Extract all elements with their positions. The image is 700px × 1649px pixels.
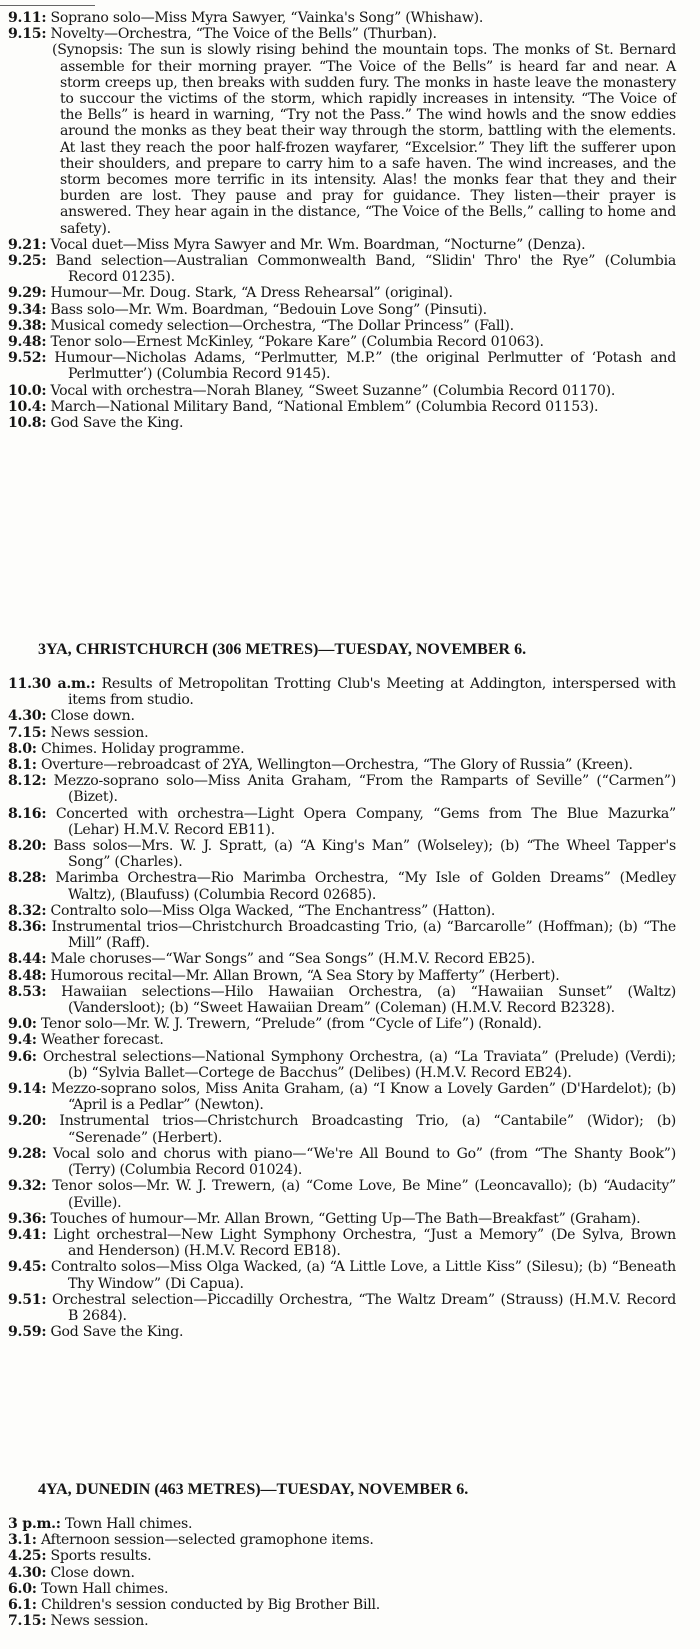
entry-time: 9.41: <box>8 1226 47 1243</box>
programme-entry <box>8 725 676 741</box>
entry-time: 9.14: <box>8 1081 47 1098</box>
section-heading: 3YA, CHRISTCHURCH (306 METRES)—TUESDAY, NOVEMBER 6. <box>38 641 527 658</box>
entry-text: Marimba Orchestra—Rio Marimba Orchestra, “My Isle of Golden Dreams” (Medley Waltz), (Blaufuss) (Columbia Record 02685). <box>55 870 676 903</box>
programme-entry <box>8 676 676 708</box>
entry-time: 8.0: <box>8 740 37 757</box>
entry-time: 9.59: <box>8 1324 47 1341</box>
dunedin-programme <box>8 1480 676 1629</box>
entry-text: Novelty—Orchestra, “The Voice of the Bells” (Thurban). <box>50 26 437 43</box>
entry-time: 8.53: <box>8 983 47 1000</box>
programme-entry <box>8 285 676 301</box>
entry-text: Children's session conducted by Big Brother Bill. <box>40 1597 380 1614</box>
entry-text: March—National Military Band, “National Emblem” (Columbia Record 01153). <box>50 398 599 415</box>
programme-entry <box>8 968 676 984</box>
programme-entry <box>8 903 676 919</box>
programme-entry <box>8 318 676 334</box>
entry-time: 4.30: <box>8 1564 47 1581</box>
programme-entry <box>8 1146 676 1178</box>
entry-text: Musical comedy selection—Orchestra, “The Dollar Princess” (Fall). <box>50 317 514 334</box>
entry-time: 9.20: <box>8 1113 47 1130</box>
entry-text: Orchestral selection—Piccadilly Orchestra, “The Waltz Dream” (Strauss) (H.M.V. Record B 2684). <box>52 1291 677 1324</box>
entry-text: Sports results. <box>50 1548 152 1565</box>
programme-entry <box>8 1324 676 1340</box>
entry-time: 9.0: <box>8 1016 37 1033</box>
programme-entry <box>8 399 676 415</box>
entry-time: 8.32: <box>8 902 47 919</box>
christchurch-programme <box>8 640 676 1340</box>
entry-text: News session. <box>50 724 149 741</box>
entry-text: Chimes. Holiday programme. <box>40 740 245 757</box>
entry-text: Results of Metropolitan Trotting Club's Meeting at Addington, interspersed with items from studio. <box>68 676 676 709</box>
entry-time: 9.15: <box>8 26 47 43</box>
entry-time: 10.8: <box>8 415 47 432</box>
programme-entry <box>8 1032 676 1048</box>
entry-text: Close down. <box>50 1564 135 1581</box>
programme-entry <box>8 26 676 42</box>
programme-entry <box>8 773 676 805</box>
entry-time: 9.36: <box>8 1210 47 1227</box>
entry-text: Vocal with orchestra—Norah Blaney, “Sweet Suzanne” (Columbia Record 01170). <box>50 382 616 399</box>
programme-entry <box>8 1049 676 1081</box>
programme-entry <box>8 415 676 431</box>
entry-text: Bass solos—Mrs. W. J. Spratt, (a) “A King's Man” (Wolseley); (b) “The Wheel Tapper's Song” (Charles). <box>53 838 676 871</box>
entry-text: Tenor solo—Ernest McKinley, “Pokare Kare” (Columbia Record 01063). <box>50 334 544 351</box>
programme-entry <box>8 302 676 318</box>
programme-entry <box>8 1227 676 1259</box>
entry-text: Instrumental trios—Christchurch Broadcasting Trio, (a) “Barcarolle” (Hoffman); (b) “The Mill” (Raff). <box>51 919 676 952</box>
programme-entry <box>8 237 676 253</box>
entry-text: Mezzo-soprano solo—Miss Anita Graham, “From the Ramparts of Seville” (“Carmen”) (Bizet). <box>53 773 676 806</box>
programme-entry <box>8 919 676 951</box>
entry-text: Tenor solo—Mr. W. J. Trewern, “Prelude” (from “Cycle of Life”) (Ronald). <box>40 1016 542 1033</box>
entry-text: News session. <box>50 1613 149 1630</box>
entry-time: 10.4: <box>8 398 47 415</box>
top-rule <box>0 5 95 6</box>
entry-text: God Save the King. <box>50 415 184 432</box>
entry-text: Hawaiian selections—Hilo Hawaiian Orchestra, (a) “Hawaiian Sunset” (Waltz) (Vandersloot); (b) “Sweet Hawaiian Dream” (Coleman) (H.M.V. Record B2328). <box>61 983 676 1017</box>
entry-text: Band selection—Australian Commonwealth Band, “Slidin' Thro' the Rye” (Columbia Record 01235). <box>55 253 676 286</box>
programme-entry <box>8 1516 676 1532</box>
entry-text: Tenor solos—Mr. W. J. Trewern, (a) “Come Love, Be Mine” (Leoncavallo); (b) “Audacity” (Eville). <box>52 1178 676 1211</box>
entry-time: 9.28: <box>8 1145 47 1162</box>
synopsis-paragraph: (Synopsis: The sun is slowly rising behind the mountain tops. The monks of St. Bernard assemble for their morning prayer. “The Voice of the Bells” is heard far and near. A storm creeps up, then breaks with sudden fury. The monks in haste leave the monastery to succour the victims of the storm, which rapidly increases in intensity. “The Voice of the Bells” is heard in warning, “Try not the Pass.” The wind howls and the snow eddies around the monks as they beat their way through the storm, battling with the elements. At last they reach the poor half-frozen wayfarer, “Excelsior.” They lift the sufferer upon their shoulders, and prepare to carry him to a safe haven. The wind increases, and the storm becomes more terrific in its intensity. Alas! the monks fear that they and their burden are lost. They pause and pray for guidance. They listen—their prayer is answered. They hear again in the distance, “The Voice of the Bells,” calling to home and safety). <box>52 42 676 237</box>
entry-text: Instrumental trios—Christchurch Broadcasting Trio, (a) “Cantabile” (Widor); (b) “Serenade” (Herbert). <box>59 1113 676 1146</box>
entry-text: Humorous recital—Mr. Allan Brown, “A Sea Story by Mafferty” (Herbert). <box>50 967 560 984</box>
entry-text: Close down. <box>50 708 135 725</box>
entry-text: Town Hall chimes. <box>40 1580 169 1597</box>
programme-entry <box>8 984 676 1016</box>
entry-text: Weather forecast. <box>40 1032 164 1049</box>
entry-time: 9.25: <box>8 253 47 270</box>
entry-time: 8.28: <box>8 870 47 887</box>
entry-text: God Save the King. <box>50 1324 184 1341</box>
programme-entry <box>8 1532 676 1548</box>
entry-time: 9.21: <box>8 236 47 253</box>
programme-entry <box>8 1113 676 1145</box>
entry-text: Orchestral selections—National Symphony Orchestra, (a) “La Traviata” (Prelude) (Verdi); (b) “Sylvia Ballet—Cortege de Bacchus” (Delibes) (H.M.V. Record EB24). <box>42 1048 676 1081</box>
entry-time: 10.0: <box>8 382 47 399</box>
entry-time: 6.1: <box>8 1597 37 1614</box>
entry-time: 8.48: <box>8 967 47 984</box>
entry-time: 9.52: <box>8 350 47 367</box>
programme-entry <box>8 757 676 773</box>
entry-time: 8.44: <box>8 951 47 968</box>
entry-time: 9.29: <box>8 285 47 302</box>
entry-time: 7.15: <box>8 1613 47 1630</box>
entry-time: 11.30 a.m.: <box>8 676 96 692</box>
programme-entry <box>8 870 676 902</box>
entry-time: 9.51: <box>8 1291 47 1308</box>
programme-entry <box>8 708 676 724</box>
programme-entry <box>8 838 676 870</box>
programme-entry <box>8 253 676 285</box>
entry-text: Vocal duet—Miss Myra Sawyer and Mr. Wm. Boardman, “Nocturne” (Denza). <box>50 236 586 253</box>
programme-entry <box>8 1597 676 1613</box>
entry-time: 8.1: <box>8 757 37 774</box>
entry-text: Contralto solos—Miss Olga Wacked, (a) “A Little Love, a Little Kiss” (Silesu); (b) “Beneath Thy Window” (Di Capua). <box>50 1259 676 1292</box>
entry-time: 3 p.m.: <box>8 1516 61 1532</box>
entry-time: 3.1: <box>8 1532 37 1549</box>
entry-time: 8.12: <box>8 773 47 790</box>
entry-time: 6.0: <box>8 1580 37 1597</box>
section-heading: 4YA, DUNEDIN (463 METRES)—TUESDAY, NOVEMBER 6. <box>38 1481 469 1498</box>
entry-text: Touches of humour—Mr. Allan Brown, “Getting Up—The Bath—Breakfast” (Graham). <box>50 1210 641 1227</box>
entry-time: 9.38: <box>8 317 47 334</box>
entry-text: Soprano solo—Miss Myra Sawyer, “Vainka's Song” (Whishaw). <box>50 10 484 26</box>
entry-text: Overture—rebroadcast of 2YA, Wellington—Orchestra, “The Glory of Russia” (Kreen). <box>40 757 633 774</box>
programme-entry <box>8 334 676 350</box>
entry-text: Male choruses—“War Songs” and “Sea Songs” (H.M.V. Record EB25). <box>50 951 535 968</box>
entry-time: 7.15: <box>8 724 47 741</box>
entry-text: Contralto solo—Miss Olga Wacked, “The Enchantress” (Hatton). <box>50 902 496 919</box>
programme-entry <box>8 1211 676 1227</box>
programme-entry <box>8 741 676 757</box>
entry-time: 8.36: <box>8 919 47 936</box>
entry-text: Town Hall chimes. <box>64 1516 193 1532</box>
programme-entry <box>8 1613 676 1629</box>
programme-entry <box>8 1292 676 1324</box>
entry-text: Concerted with orchestra—Light Opera Company, “Gems from The Blue Mazurka” (Lehar) H.M.V. Record EB11). <box>55 805 676 838</box>
programme-entry <box>8 806 676 838</box>
entry-time: 4.30: <box>8 708 47 725</box>
entry-text: Vocal solo and chorus with piano—“We're All Bound to Go” (from “The Shanty Book”) (Terry) (Columbia Record 01024). <box>52 1145 677 1179</box>
programme-entry <box>8 1548 676 1564</box>
entry-time: 9.4: <box>8 1032 37 1049</box>
programme-entry <box>8 350 676 382</box>
entry-text: Afternoon session—selected gramophone items. <box>40 1532 374 1549</box>
entry-time: 9.32: <box>8 1178 47 1195</box>
programme-entry <box>8 1081 676 1113</box>
entry-text: Humour—Nicholas Adams, “Perlmutter, M.P.” (the original Perlmutter of ‘Potash and Perlmutter’) (Columbia Record 9145). <box>54 350 677 383</box>
entry-text: Mezzo-soprano solos, Miss Anita Graham, (a) “I Know a Lovely Garden” (D'Hardelot); (b) “April is a Pedlar” (Newton). <box>51 1081 676 1114</box>
entry-time: 9.6: <box>8 1048 37 1065</box>
entry-text: Light orchestral—New Light Symphony Orchestra, “Just a Memory” (De Sylva, Brown and Henderson) (H.M.V. Record EB18). <box>53 1226 676 1260</box>
wellington-programme-continued <box>8 10 676 431</box>
programme-entry <box>8 10 676 26</box>
programme-entry <box>8 1016 676 1032</box>
entry-time: 9.45: <box>8 1259 47 1276</box>
entry-text: Humour—Mr. Doug. Stark, “A Dress Rehearsal” (original). <box>50 285 453 302</box>
programme-entry <box>8 1259 676 1291</box>
entry-time: 9.34: <box>8 301 47 318</box>
programme-entry <box>8 1178 676 1210</box>
programme-entry <box>8 951 676 967</box>
entry-text: Bass solo—Mr. Wm. Boardman, “Bedouin Love Song” (Pinsuti). <box>50 301 487 318</box>
programme-entry <box>8 1565 676 1581</box>
programme-entry <box>8 1581 676 1597</box>
entry-time: 9.48: <box>8 334 47 351</box>
entry-time: 9.11: <box>8 10 47 26</box>
entry-time: 8.20: <box>8 838 47 855</box>
entry-time: 8.16: <box>8 805 47 822</box>
entry-time: 4.25: <box>8 1548 47 1565</box>
programme-entry <box>8 383 676 399</box>
